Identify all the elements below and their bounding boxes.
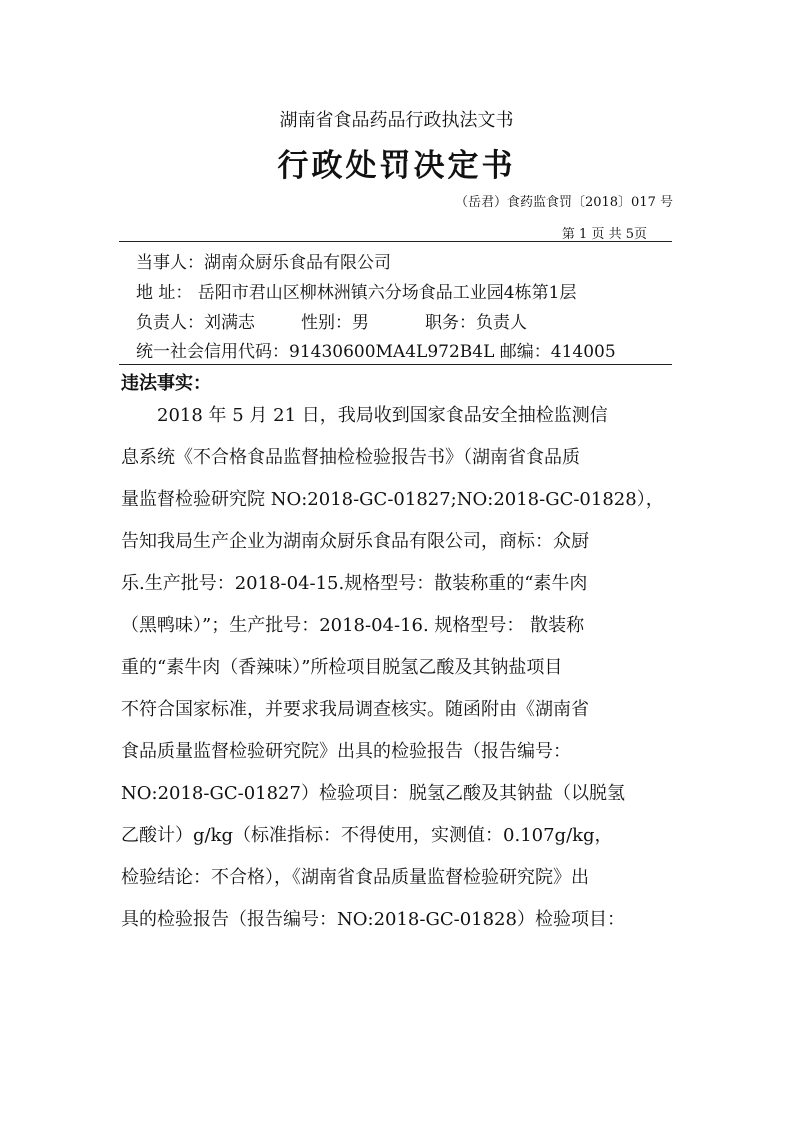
gender: 性别：男 — [301, 313, 369, 333]
body-line: 息系统《不合格食品监督抽检检验报告书》（湖南省食品质 — [121, 447, 580, 468]
document-number: （岳君）食药监食罚〔2018〕017 号 — [454, 195, 673, 210]
credit-code-row: 统一社会信用代码：91430600MA4L972B4L 邮编：414005 — [136, 342, 616, 362]
position: 职务：负责人 — [425, 313, 527, 333]
body-line: 食品质量监督检验研究院》出具的检验报告（报告编号： — [121, 741, 571, 762]
body-line: 告知我局生产企业为湖南众厨乐食品有限公司，商标：众厨 — [121, 531, 589, 552]
top-divider — [119, 241, 672, 242]
bottom-divider — [119, 364, 672, 365]
body-line: 2018 年 5 月 21 日，我局收到国家食品安全抽检监测信 — [157, 405, 608, 426]
body-line: 量监督检验研究院 NO:2018-GC-01827;NO:2018-GC-01828）， — [121, 489, 664, 510]
person-in-charge: 负责人：刘满志 — [136, 313, 255, 333]
issuing-authority-title: 湖南省食品药品行政执法文书 — [279, 110, 514, 131]
body-line: 乐.生产批号：2018-04-15.规格型号：散装称重的“素牛肉 — [121, 573, 588, 594]
page-indicator: 第 1 页 共 5页 — [561, 227, 647, 242]
section-heading: 违法事实： — [121, 373, 211, 394]
party-row: 当事人：湖南众厨乐食品有限公司 — [136, 253, 391, 273]
address-row: 地 址： 岳阳市君山区柳林洲镇六分场食品工业园4栋第1层 — [136, 283, 577, 303]
body-line: NO:2018-GC-01827）检验项目：脱氢乙酸及其钠盐（以脱氢 — [121, 783, 625, 804]
body-line: 乙酸计）g/kg（标准指标：不得使用，实测值：0.107g/kg， — [121, 825, 613, 846]
document-title: 行政处罚决定书 — [277, 148, 516, 184]
body-line: 重的“素牛肉（香辣味）”所检项目脱氢乙酸及其钠盐项目 — [121, 657, 563, 678]
body-line: 检验结论：不合格），《湖南省食品质量监督检验研究院》出 — [121, 867, 589, 888]
body-line: 不符合国家标准，并要求我局调查核实。随函附由《湖南省 — [121, 699, 589, 720]
body-line: （黑鸭味）”；生产批号：2018-04-16. 规格型号： 散装称 — [121, 615, 585, 636]
body-line: 具的检验报告（报告编号：NO:2018-GC-01828）检验项目： — [121, 909, 625, 930]
